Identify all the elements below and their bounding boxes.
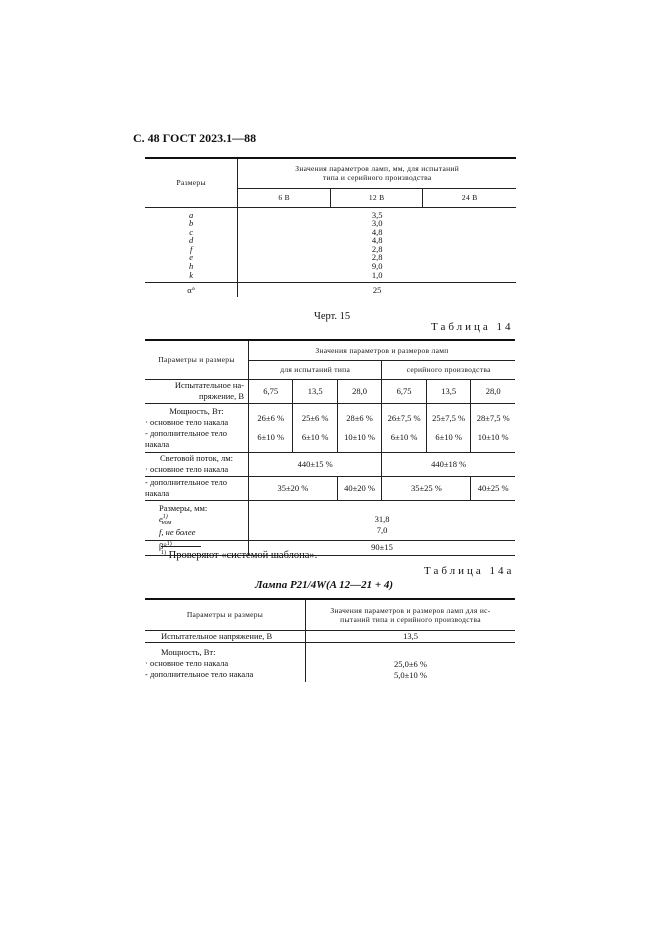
sub-serial-header: серийного производства [406,365,491,374]
dims-label: Размеры, мм: [159,502,208,513]
col-param-header: Размеры [145,158,238,207]
flux-extra-value: 35±20 % [249,476,338,500]
lamp-title: Лампа P21/4W(A 12—21 + 4) [255,579,394,591]
page-header: С. 48 ГОСТ 2023.1—88 [133,131,257,145]
power-extra-value: 6±10 % [390,431,418,442]
flux-main-type: 440±15 % [249,452,382,476]
col-values-header: Значения параметров ламп, мм, для испытаний типа и серийного производства [238,158,516,188]
power-main-label: · основное тело накала [145,416,229,427]
beta-value: 90±15 [249,540,515,555]
footnote [161,550,317,561]
col-values-header: Значения параметров и размеров ламп [249,340,515,360]
power-cell [471,403,515,452]
footnote-text: Проверяют «системой шаблона». [168,550,318,561]
table-14a [145,598,515,682]
power-values [306,642,516,682]
e-sub: ном [161,519,172,526]
dims-labels [145,500,249,540]
power-extra-value: 10±10 % [344,431,376,442]
beta-sup: 1) [166,541,172,547]
f-label: f, не более [159,526,196,537]
sub-type-header: для испытаний типа [249,360,382,379]
flux-extra-value: 35±25 % [382,476,471,500]
dim-label: e [189,252,194,263]
power-cell [249,403,293,452]
f-value: 7,0 [376,525,388,535]
flux-extra-value: 40±25 % [471,476,515,500]
dim-label: k [189,269,194,280]
figure-caption: Черт. 15 [314,311,351,322]
power-extra-value: 6±10 % [257,431,285,442]
power-cell [426,403,471,452]
dim-label: c [189,226,194,237]
dim-label: h [189,261,194,272]
power-cell [337,403,382,452]
dim-label: d [189,235,194,246]
voltage-label: Испытательное напряжение, В [145,630,306,642]
power-main-value: 25±6 % [301,412,329,423]
power-extra-value: 6±10 % [435,431,462,442]
voltage-value: 28,0 [471,379,515,403]
power-extra-label: - дополнительное тело накала [145,427,227,449]
flux-label: Световой поток, лм: [159,453,234,463]
dim-label: b [189,218,194,229]
dim-value: 3,5 [371,209,383,220]
flux-extra-value: 40±20 % [337,476,382,500]
power-cell [382,403,427,452]
power-extra-value: 6±10 % [301,431,329,442]
footnote-mark: 1) [161,550,166,556]
dim-value: 3,0 [371,218,383,229]
dim-labels [145,207,238,283]
alpha-value: 25 [372,284,382,295]
voltage-value: 13,5 [426,379,471,403]
col-param-header: Параметры и размеры [145,340,249,379]
power-extra-value: 10±10 % [477,431,509,442]
voltage-value: 28,0 [337,379,382,403]
power-main-value: 28±6 % [346,412,373,423]
voltage-label: Испытательное на-пряжение, В [145,379,249,403]
e-sup: 1) [162,513,168,520]
table14-label: Таблица 14 [431,321,514,333]
flux-extra-label: - дополнительное тело накала [145,476,249,500]
power-main-value: 25±7,5 % [432,412,466,423]
power-main-value: 26±6 % [257,412,285,423]
power-label: Мощность, Вт: [169,405,224,416]
voltage-value: 13,5 [293,379,337,403]
flux-main-label: · основное тело накала [145,464,229,474]
power-labels [145,642,306,682]
dim-label: a [189,209,194,220]
e-value: 31,8 [374,514,390,524]
dimensions-table [145,157,516,297]
voltage-6v: 6 В [238,188,331,207]
e-label: e [159,513,163,524]
beta-label: β° [159,541,167,551]
power-main-value: 28±7,5 % [476,412,510,423]
dim-label: f [189,243,193,254]
dim-value: 2,8 [371,243,383,254]
voltage-value: 6,75 [382,379,427,403]
power-main-label: · основное тело накала [145,657,229,668]
col-values-header: Значения параметров и размеров ламп для ис-пытаний типа и серийного производства [306,599,516,630]
e-nom-label [159,514,248,527]
power-labels [145,403,249,452]
power-label: Мощность, Вт: [161,646,216,657]
dim-value: 1,0 [371,269,383,280]
footnote-rule [161,546,201,547]
table14a-label: Таблица 14а [424,565,515,577]
power-cell [293,403,337,452]
table-14 [145,339,515,556]
voltage-value: 6,75 [249,379,293,403]
dim-value: 9,0 [371,261,383,272]
col-param-header: Параметры и размеры [145,599,306,630]
flux-labels [145,452,249,476]
voltage-value: 13,5 [306,630,516,642]
dim-value: 2,8 [371,252,383,263]
power-extra-label: - дополнительное тело накала [145,668,254,679]
dim-value: 4,8 [371,235,383,246]
alpha-label: α° [145,283,238,297]
voltage-12v: 12 В [330,188,423,207]
dims-values [249,500,515,540]
power-extra-value: 5,0±10 % [394,669,427,680]
power-main-value: 26±7,5 % [387,412,421,423]
dim-value: 4,8 [371,226,383,237]
flux-main-serial: 440±18 % [382,452,515,476]
dim-values [238,207,516,283]
power-main-value: 25,0±6 % [394,658,427,669]
voltage-24v: 24 В [461,193,478,202]
